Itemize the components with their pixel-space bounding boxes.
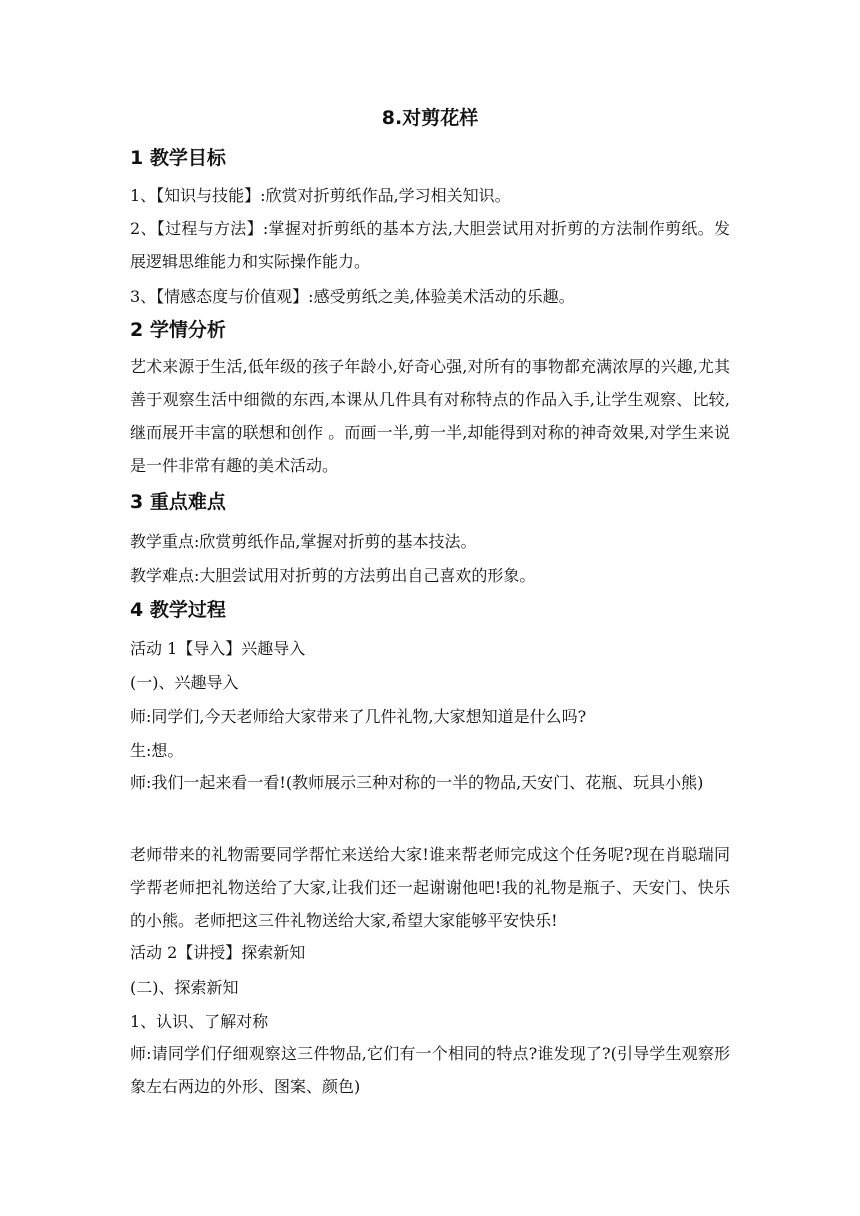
subsection-heading: (一)、兴趣导入 — [130, 673, 239, 692]
section-heading-analysis: 2 学情分析 — [130, 319, 226, 341]
paragraph: 3、【情感态度与价值观】:感受剪纸之美,体验美术活动的乐趣。 — [130, 287, 575, 306]
paragraph: 1、【知识与技能】:欣赏对折剪纸作品,学习相关知识。 — [130, 186, 511, 205]
paragraph: 生:想。 — [130, 741, 184, 760]
paragraph: 老师带来的礼物需要同学帮忙来送给大家!谁来帮老师完成这个任务呢?现在肖聪瑞同学帮老师把礼物送给了大家,让我们还一起谢谢他吧!我的礼物是瓶子、天安门、快乐的小熊。老师把这三件礼物送给大家,希望大家能够平安快乐! — [130, 845, 730, 930]
paragraph: 师:我们一起来看一看!(教师展示三种对称的一半的物品,天安门、花瓶、玩具小熊) — [130, 773, 704, 792]
paragraph: 教学重点:欣赏剪纸作品,掌握对折剪的基本技法。 — [130, 532, 477, 551]
paragraph: 教学难点:大胆尝试用对折剪的方法剪出自己喜欢的形象。 — [130, 566, 536, 585]
section-heading-objectives: 1 教学目标 — [130, 147, 226, 169]
paragraph: 师:请同学们仔细观察这三件物品,它们有一个相同的特点?谁发现了?(引导学生观察形象左右两边的外形、图案、颜色) — [130, 1044, 730, 1096]
paragraph: 2、【过程与方法】:掌握对折剪纸的基本方法,大胆尝试用对折剪的方法制作剪纸。发展逻辑思维能力和实际操作能力。 — [130, 219, 730, 271]
section-heading-key-points: 3 重点难点 — [130, 491, 226, 513]
activity-heading: 活动 2【讲授】探索新知 — [130, 943, 306, 962]
subsection-heading: (二)、探索新知 — [130, 978, 239, 997]
activity-heading: 活动 1【导入】兴趣导入 — [130, 639, 306, 658]
section-heading-process: 4 教学过程 — [130, 599, 226, 621]
document-title: 8.对剪花样 — [381, 107, 479, 129]
paragraph: 师:同学们,今天老师给大家带来了几件礼物,大家想知道是什么吗? — [130, 707, 587, 726]
paragraph: 艺术来源于生活,低年级的孩子年龄小,好奇心强,对所有的事物都充满浓厚的兴趣,尤其善于观察生活中细微的东西,本课从几件具有对称特点的作品入手,让学生观察、比较,继而展开丰富的联想和创作 。而画一半,剪一半,却能得到对称的神奇效果,对学生来说是一件非常有趣的美术活动。 — [130, 357, 730, 475]
paragraph: 1、认识、了解对称 — [130, 1012, 269, 1031]
